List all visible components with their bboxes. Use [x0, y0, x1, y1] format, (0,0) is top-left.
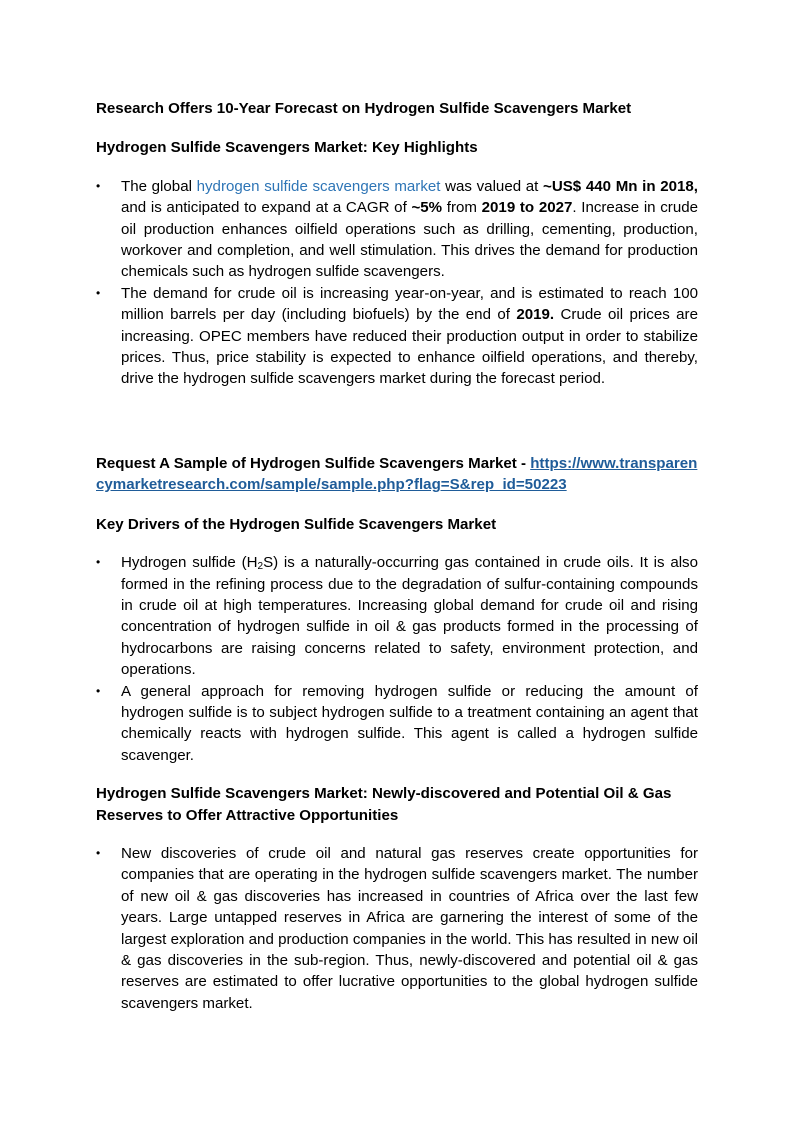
drivers-list [96, 552, 698, 766]
bullet-icon: • [96, 178, 101, 193]
text: and is anticipated to expand at a CAGR of [121, 199, 412, 217]
text: was valued at [440, 177, 544, 195]
text: A general approach for removing hydrogen sulfide or reducing the amount of hydrogen sulfide is to subject hydrogen sulfide to a treatment containing an agent that chemically reacts with hydrogen sulfide. This agent is called a hydrogen sulfide scavenger. [121, 682, 698, 764]
subscript: 2 [257, 561, 264, 573]
document-title: Research Offers 10-Year Forecast on Hydrogen Sulfide Scavengers Market [96, 100, 632, 117]
bullet-icon: • [96, 555, 101, 570]
request-sample-block [96, 453, 698, 496]
list-item [96, 176, 698, 283]
section-heading-key-drivers: Key Drivers of the Hydrogen Sulfide Scavengers Market [96, 515, 497, 533]
document-page [96, 98, 698, 1014]
opportunities-list [96, 843, 698, 1014]
forecast-period: 2019 to 2027 [481, 199, 573, 217]
highlights-list [96, 176, 698, 390]
list-item [96, 681, 698, 767]
year-value: 2019. [516, 306, 555, 324]
cagr-value: ~5% [411, 199, 443, 217]
market-link[interactable]: hydrogen sulfide scavengers market [196, 177, 441, 195]
list-item [96, 552, 698, 680]
text: Hydrogen sulfide (H [121, 554, 258, 572]
text: S) is a naturally-occurring gas contained in crude oils. It is also formed in the refining process due to the degradation of sulfur-containing compounds in crude oil at high temperatures. Increasing global demand for crude oil and rising concentration of hydrogen sulfide in oil & gas products formed in the processing of hydrocarbons are raising concerns related to safety, environment protection, and operations. [121, 554, 699, 679]
bullet-icon: • [96, 683, 101, 698]
text: New discoveries of crude oil and natural gas reserves create opportunities for companies that are operating in the hydrogen sulfide scavengers market. The number of new oil & gas discoveries has increased in countries of Africa over the last few years. Large untapped reserves in Africa are garnering the interest of some of the largest exploration and production companies in the world. This has resulted in new oil & gas discoveries in the sub-region. Thus, newly-discovered and potential oil & gas reserves are estimated to offer lucrative opportunities to the global hydrogen sulfide scavengers market. [121, 844, 698, 1012]
text: The demand for crude oil is increasing year-on-year, and is estimated to reach 100 million barrels per day (including biofuels) by the end of [121, 284, 698, 324]
list-item [96, 283, 698, 390]
sample-url-link[interactable]: https://www.transparencymarketresearch.com/sample/sample.php?flag=S&rep_id=50223 [96, 454, 698, 494]
list-item [96, 843, 698, 1014]
bullet-icon: • [96, 845, 101, 860]
section-heading-key-highlights: Hydrogen Sulfide Scavengers Market: Key Highlights [96, 139, 478, 157]
text: The global [121, 177, 197, 195]
text: from [442, 199, 482, 217]
section-heading-opportunities: Hydrogen Sulfide Scavengers Market: Newly-discovered and Potential Oil & Gas Reserves to Offer Attractive Opportunities [96, 785, 672, 824]
text: Crude oil prices are increasing. OPEC members have reduced their production output in order to stabilize prices. Thus, price stability is expected to enhance oilfield operations, and thereby, drive the hydrogen sulfide scavengers market during the forecast period. [121, 306, 698, 388]
bullet-icon: • [96, 285, 101, 300]
market-value: ~US$ 440 Mn in 2018, [543, 177, 698, 195]
request-sample-label: Request A Sample of Hydrogen Sulfide Scavengers Market - [96, 454, 531, 472]
text: . Increase in crude oil production enhances oilfield operations such as drilling, cementing, production, workover and completion, and well stimulation. This drives the demand for production chemicals such as hydrogen sulfide scavengers. [121, 199, 699, 281]
